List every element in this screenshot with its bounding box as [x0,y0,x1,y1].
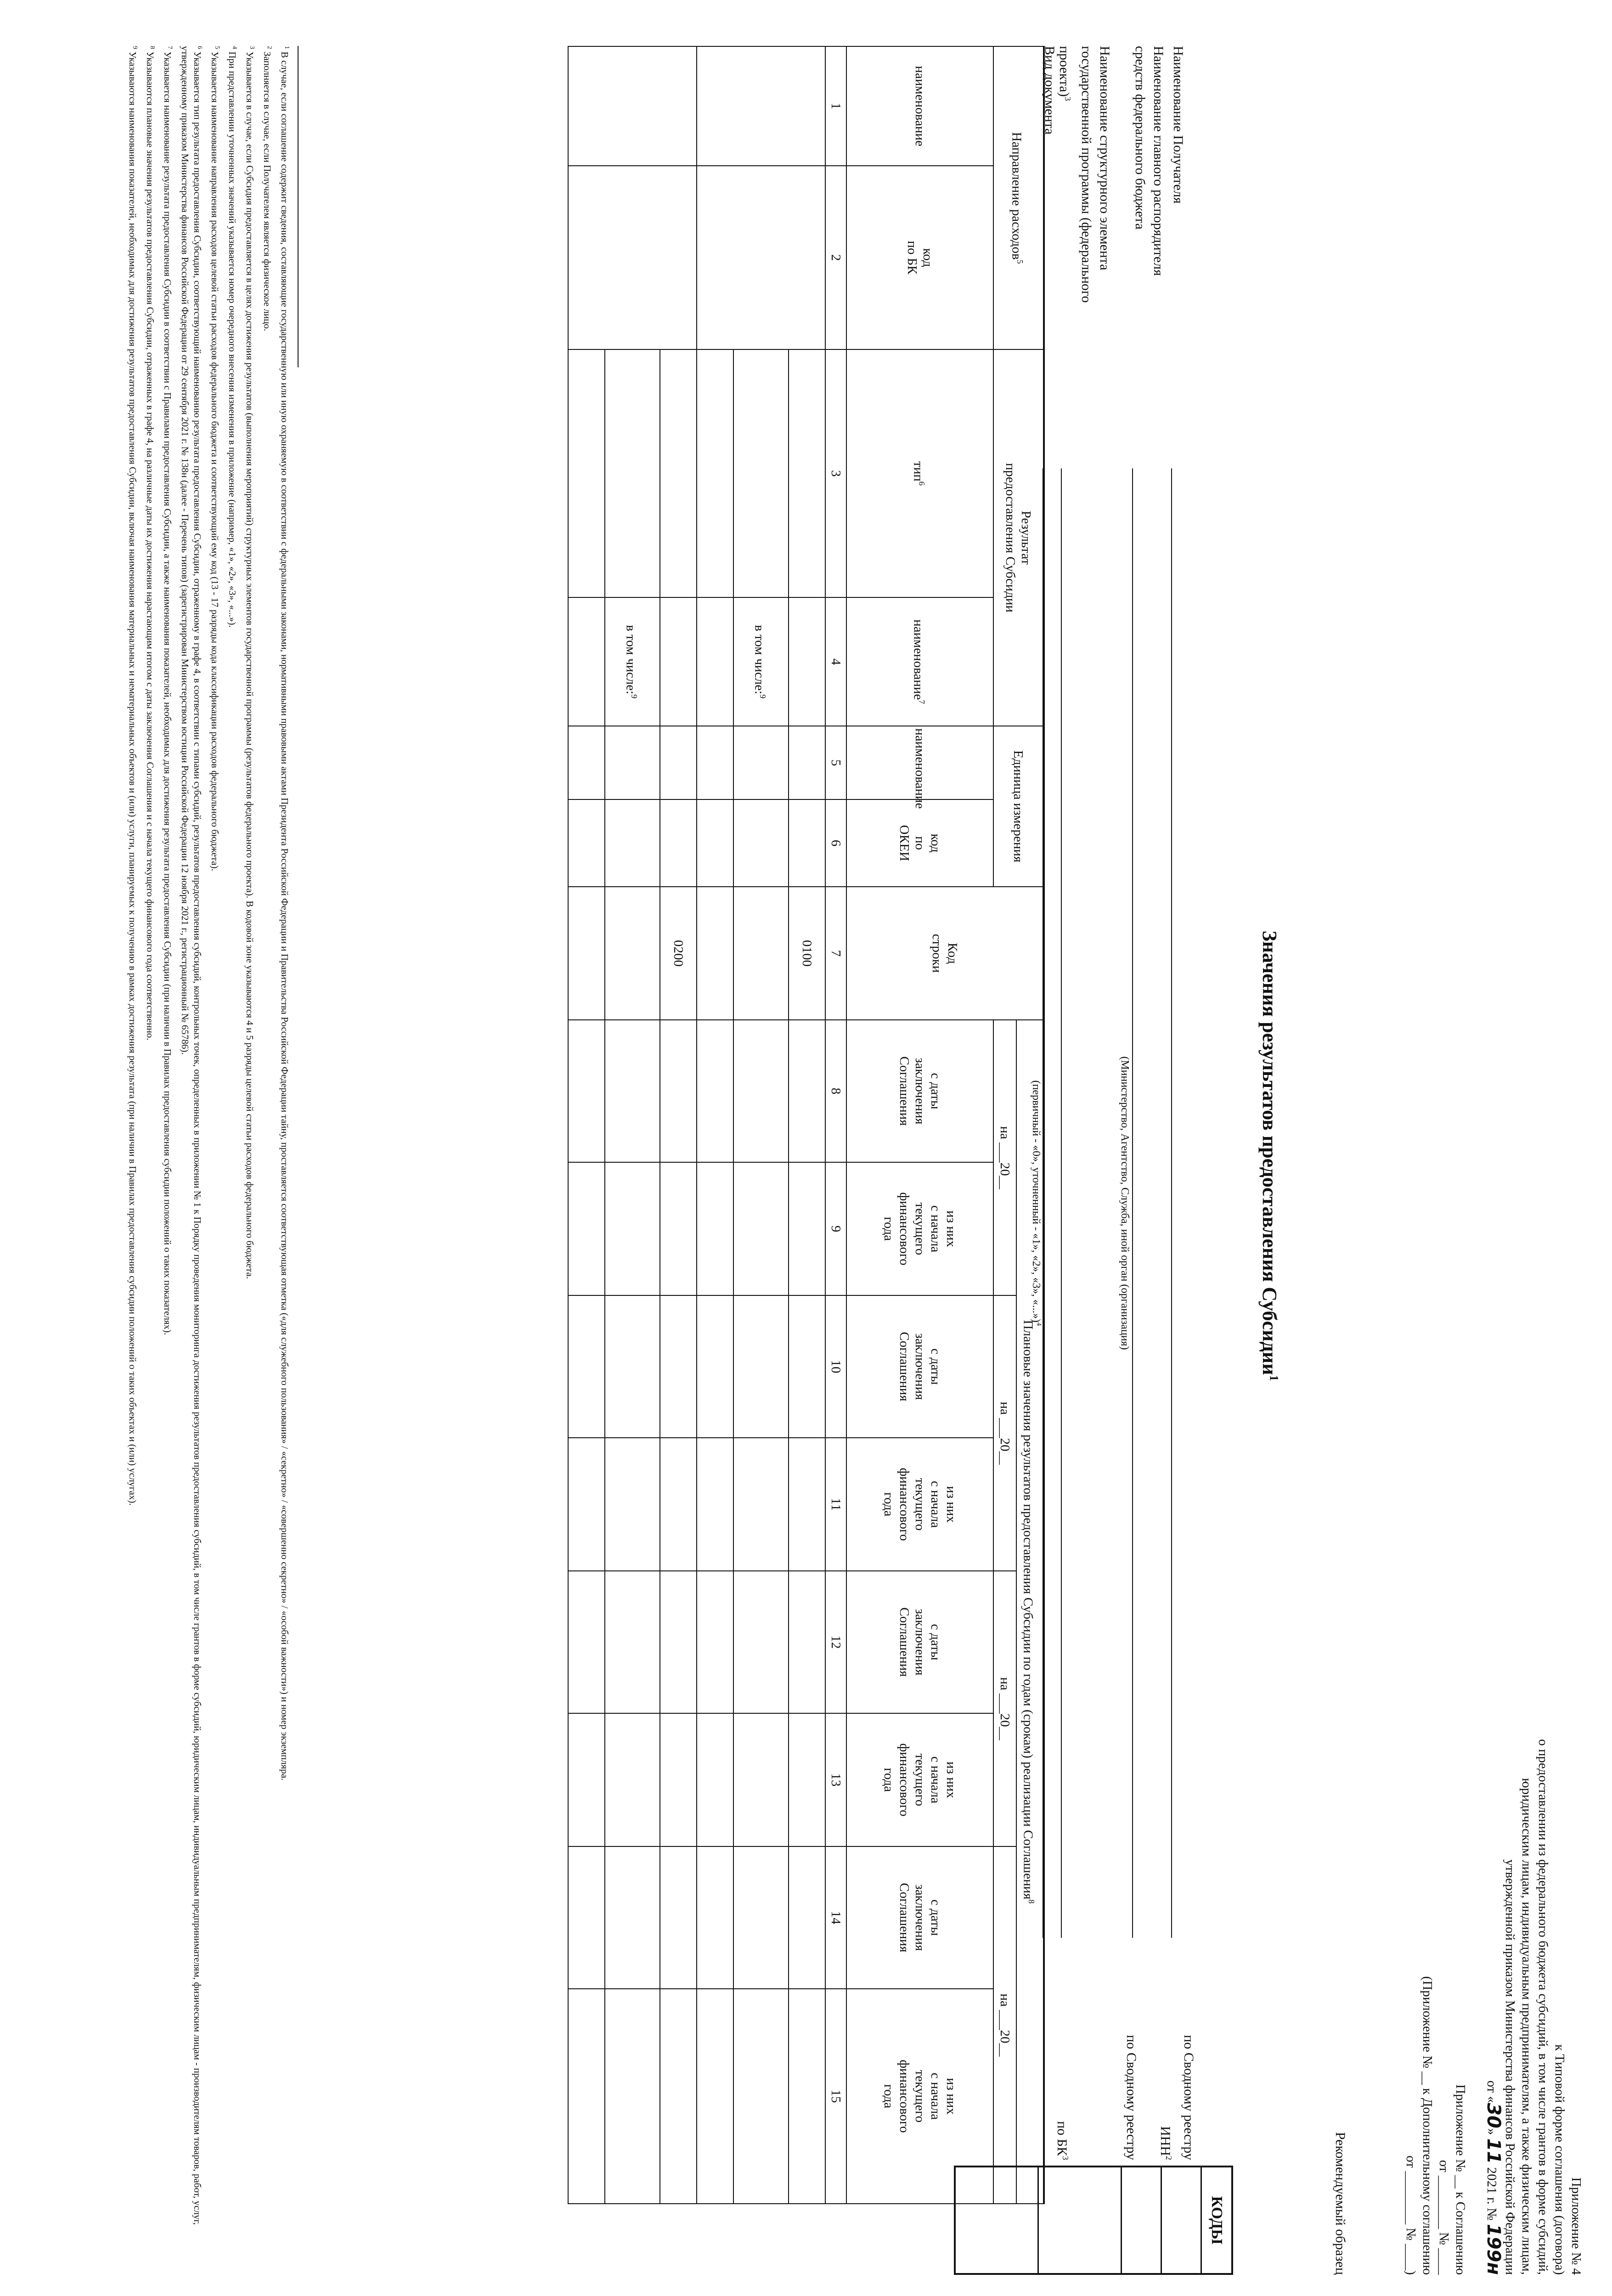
column-numbers-row [825,46,846,2204]
svod-reestr-label-2: по Сводному реестру [1124,2035,1139,2160]
sub-header-from-date-3: с даты заключения Соглашения [846,1571,993,1713]
struct-label-line-2: государственной программы (федерального [1079,46,1094,303]
cell[interactable] [697,1989,733,2204]
header-year-2: на ___20__ [993,1295,1016,1571]
cell[interactable] [789,1295,825,1438]
cell[interactable] [733,799,789,887]
line-code-cell: 0200 [660,887,697,1020]
col-num: 6 [825,799,846,887]
sub-header-from-date-4: с даты заключения Соглашения [846,1846,993,1989]
cell[interactable] [568,1295,605,1438]
cell[interactable] [660,726,697,799]
cell[interactable] [789,1571,825,1713]
cell[interactable] [660,1295,697,1438]
doc-type-caption: (первичный - «0», уточненный - «1», «2», «3», «...»)$^4$ [1030,1080,1043,1326]
table-row [789,46,825,2204]
cell[interactable] [568,1571,605,1713]
footnote: $^5$ Указывается наименование направления расходов целевой статьи расходов федерального бюджета и соответствующий ему код (13 - 17 разряды кода классификации расходов федерального бюджета). [209,46,220,871]
header-result: Результат предоставления Субсидии [993,349,1044,726]
sub-header-from-year-4: из них с начала текущего финансового года [846,1989,993,2204]
handwritten-month: 11 [1483,2138,1504,2164]
cell[interactable] [568,1020,605,1162]
cell[interactable] [568,799,605,887]
appendix-line-4: юридическим лицам, индивидуальным предпринимателям, а также физическим лицам, [1519,1778,1534,2275]
cell[interactable] [697,1571,733,1713]
sub-header-from-date-1: с даты заключения Соглашения [846,1020,993,1162]
header-planned-values: Плановые значения результатов предоставления Субсидии по годам (срокам) реализации Соглашения$^8$ [1016,1020,1044,2204]
code-cell-inn[interactable] [1121,2167,1161,2273]
po-bk-label: по $БК^3$ [1054,2121,1070,2160]
cell[interactable] [733,1438,789,1571]
cell[interactable] [605,1020,660,1162]
cell[interactable] [568,597,605,726]
cell[interactable] [605,1989,660,2204]
col-num: 13 [825,1713,846,1846]
cell[interactable] [605,1438,660,1571]
handwritten-order-number: 199н [1483,2223,1504,2275]
cell[interactable] [605,1571,660,1713]
cell[interactable] [605,726,660,799]
cell[interactable] [605,1846,660,1989]
col-num: 11 [825,1438,846,1571]
struct-line[interactable] [1061,468,1062,1938]
recipient-label: Наименование Получателя [1171,46,1186,204]
header-year-4: на ___20__ [993,1846,1016,2204]
cell[interactable] [660,1989,697,2204]
code-cell-svod-1[interactable] [1161,2167,1201,2273]
header-unit: Единица измерения [993,726,1044,887]
cell[interactable] [605,887,660,1020]
cell[interactable] [733,349,789,597]
col-num: 8 [825,1020,846,1162]
sub-header-from-year-2: из них с начала текущего финансового года [846,1438,993,1571]
cell[interactable] [568,46,697,166]
sub-header-from-year-3: из них с начала текущего финансового года [846,1713,993,1846]
cell[interactable] [568,1846,605,1989]
struct-label-line-1: Наименование структурного элемента [1097,46,1112,270]
recipient-line[interactable] [1171,468,1172,1938]
appendix-line-5: утвержденной приказом Министерства финансов Российской Федерации [1503,1859,1517,2275]
cell[interactable] [605,1162,660,1295]
header-line-code: Код строки [846,887,1044,1020]
cell[interactable] [733,1846,789,1989]
col-num: 12 [825,1571,846,1713]
cell[interactable] [733,1571,789,1713]
codes-header: КОДЫ [1201,2167,1231,2273]
col-num: 9 [825,1162,846,1295]
cell[interactable] [789,726,825,799]
col-num: 10 [825,1295,846,1438]
gr-label-line-2: средств федерального бюджета [1133,46,1148,230]
sub-header-direction-name: наименование [846,46,993,166]
agreement-line-2: от ________ № ____ [1437,2160,1451,2275]
agreement-line-3: (Приложение № __ к Дополнительному соглашению [1420,1976,1435,2275]
cell[interactable] [660,1846,697,1989]
ministry-caption: (Министерство, Агентство, Служба, иной орган (организация) [1119,1056,1131,1350]
cell[interactable] [660,799,697,887]
agreement-line-1: Приложение № __ к Соглашению [1453,2084,1468,2275]
cell[interactable] [697,1295,733,1438]
cell[interactable] [789,1020,825,1162]
including-label: в том числе:$^9$ [733,597,789,726]
table-row [660,46,697,2204]
cell[interactable] [697,166,825,349]
sub-header-code-bk: код по БК [846,166,993,349]
cell[interactable] [697,887,733,1020]
appendix-header [1403,1586,1584,2275]
cell[interactable] [605,1713,660,1846]
code-cell-svod-2[interactable] [1037,2167,1121,2273]
cell[interactable] [568,349,605,597]
cell[interactable] [733,887,789,1020]
appendix-line-2: к Типовой форме соглашения (договора) [1552,2044,1567,2275]
cell[interactable] [789,1713,825,1846]
gr-label-line-1: Наименование главного распорядителя [1151,46,1166,276]
table-row [697,46,733,2204]
col-num: 1 [825,46,846,166]
footnote: $^8$ Указываются плановые значения результатов предоставления Субсидии, отраженных в графе 4, на различные даты их достижения нарастающим итогом с даты заключения Соглашения и с начала текущего финансового года соответственно. [145,46,156,1041]
footnote: $^9$ Указываются наименования показателей, необходимых для достижения результатов предоставления Субсидии, включая наименования материальных и нематериальных объектов и (или) услуги, планируемых к получению в рамках достижения результата (при наличии в Правилах предоставления субсидии положений о таких объектах и (или) услугах). [127,46,138,1506]
cell[interactable] [789,349,825,597]
cell[interactable] [697,1020,733,1162]
handwritten-day: 30 [1483,2103,1504,2128]
cell[interactable] [697,799,733,887]
cell[interactable] [697,46,825,166]
cell[interactable] [697,1713,733,1846]
col-num: 2 [825,166,846,349]
footnote: $^4$ При представлении уточненных значений указывается номер очередного внесения изменения в приложение (например, «1», «2», «3», «...»). [227,46,238,628]
cell[interactable] [697,597,733,726]
agreement-line-4: от ________ № ____) [1403,2155,1418,2275]
cell[interactable] [568,726,605,799]
col-num: 15 [825,1989,846,2204]
cell[interactable] [660,1020,697,1162]
footnotes [124,46,299,2241]
footnote-separator [298,46,299,367]
cell[interactable] [568,1162,605,1295]
footnote: $^6$ Указывается тип результата предоставления Субсидии, соответствующий наименованию результата предоставления Субсидии, отраженному в графе 4, в соответствии с типами субсидий, результатов предоставления субсидий, контрольных точек, определенных в приложении № 1 к Порядку проведения мониторинга достижения результатов предоставления субсидий, в том числе грантов в форме субсидий, юридическим лицам, индивидуальным предпринимателям, физическим лицам - производителям товаров, работ, услуг, утвержденному приказом Министерства финансов Российской Федерации от 29 сентября 2021 г. № 138н (далее - Перечень типов) (зарегистрирован Министерством юстиции Российской Федерации 12 ноября 2021 г., регистрационный № 65786). [180,46,203,2225]
cell[interactable] [697,1846,733,1989]
table-row [568,46,605,2204]
cell[interactable] [789,1438,825,1571]
cell[interactable] [733,1295,789,1438]
cell[interactable] [789,597,825,726]
cell[interactable] [733,1989,789,2204]
cell[interactable] [605,1295,660,1438]
cell[interactable] [697,1162,733,1295]
footnote: $^3$ Указывается в случае, если Субсидия предоставляется в целях достижения результатов (выполнения мероприятий) структурных элементов государственной программы (результатов федерального проекта). В кодовой зоне указываются 4 и 5 разряды целевой статьи расходов федерального бюджета. [244,46,255,1279]
cell[interactable] [789,1162,825,1295]
cell[interactable] [660,1713,697,1846]
recommended-sample: Рекомендуемый образец [1333,2132,1348,2275]
table-row [605,46,660,2204]
appendix-line-1: Приложение № 4 [1569,2177,1584,2275]
footnote: $^1$ В случае, если соглашение содержит сведения, составляющие государственную или иную охраняемую в соответствии с федеральными законами, нормативными правовыми актами Президента Российской Федерации и Правительства Российской Федерации тайну, проставляется соответствующая отметка («для служебного пользования» / «секретно» / «совершенно секретно» / «особой важности») и номер экземпляра. [279,46,290,1781]
cell[interactable] [660,1162,697,1295]
cell[interactable] [660,597,697,726]
col-num: 4 [825,597,846,726]
cell[interactable] [733,1713,789,1846]
footnote: $^2$ Заполняется в случае, если Получателем является физическое лицо. [262,46,273,332]
cell[interactable] [568,887,605,1020]
cell[interactable] [605,799,660,887]
sub-header-result-name: наименование$^7$ [846,597,993,726]
cell[interactable] [697,349,733,597]
inn-label: ИНН$^2$ [1158,2126,1173,2160]
cell[interactable] [733,1020,789,1162]
header-year-3: на ___20__ [993,1571,1016,1846]
page-title: Значения результатов предоставления Субсидии$^1$ [1258,930,1281,1381]
sub-header-from-year-1: из них с начала текущего финансового года [846,1162,993,1295]
cell[interactable] [697,1438,733,1571]
cell[interactable] [733,726,789,799]
sub-header-unit-name: наименование [846,726,993,799]
cell[interactable] [660,349,697,597]
col-num: 7 [825,887,846,1020]
cell[interactable] [789,1989,825,2204]
cell[interactable] [789,799,825,887]
cell[interactable] [568,1713,605,1846]
struct-label-line-3: проекта)$^3$ [1057,46,1072,101]
header-direction: Направление расходов$^5$ [993,46,1044,349]
doc-type-label: Вид документа [1042,46,1057,135]
including-label: в том числе:$^9$ [605,597,660,726]
sub-header-type: тип$^6$ [846,349,993,597]
sub-header-okei: код по ОКЕИ [846,799,993,887]
svod-reestr-label-1: по Сводному реестру [1181,2035,1196,2160]
col-num: 14 [825,1846,846,1989]
table-row [733,46,789,2204]
col-num: 5 [825,726,846,799]
cell[interactable] [789,1846,825,1989]
cell[interactable] [660,1438,697,1571]
cell[interactable] [697,726,733,799]
results-table [568,46,1045,2204]
cell[interactable] [568,1438,605,1571]
cell[interactable] [733,1162,789,1295]
cell[interactable] [568,1989,605,2204]
sub-header-from-date-2: с даты заключения Соглашения [846,1295,993,1438]
cell[interactable] [568,166,697,349]
footnote: $^7$ Указывается наименование результата предоставления Субсидии в соответствии с Правилами предоставления Субсидии, а также наименования показателей, необходимых для достижения результата предоставления Субсидии (при наличии в Правилах предоставления субсидии положений о таких показателях). [162,46,173,1335]
header-year-1: на ___20__ [993,1020,1016,1295]
gr-line[interactable] [1132,468,1133,1938]
cell[interactable] [660,1571,697,1713]
cell[interactable] [605,349,660,597]
line-code-cell: 0100 [789,887,825,1020]
appendix-line-3: о предоставлении из федерального бюджета субсидий, в том числе грантов в форме субсидий, [1536,1739,1550,2275]
appendix-date-line: от «30» 11 2021 г. № 199н [1483,2080,1504,2275]
col-num: 3 [825,349,846,597]
